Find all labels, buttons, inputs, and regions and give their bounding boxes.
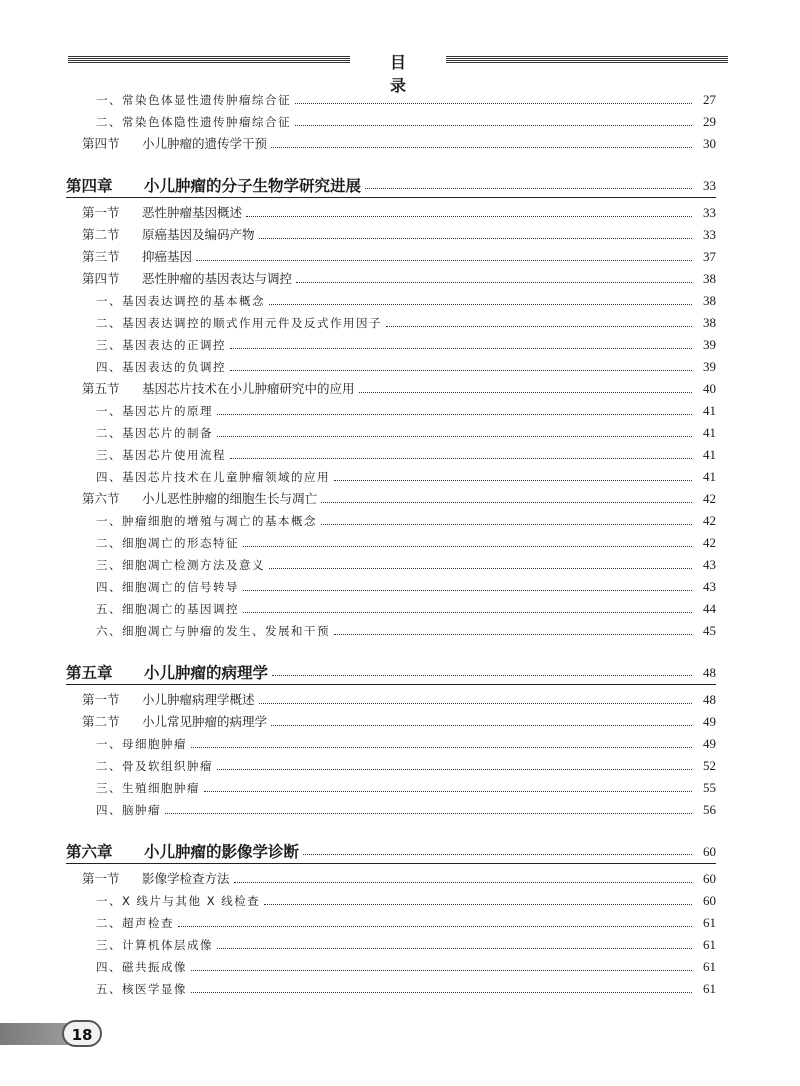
- toc-item[interactable]: [66, 287, 716, 309]
- dot-leader: [259, 703, 692, 704]
- toc-item[interactable]: [66, 507, 716, 529]
- dot-leader: [264, 904, 692, 905]
- toc-item[interactable]: [66, 353, 716, 375]
- toc-entry-title: [66, 844, 299, 860]
- toc-item[interactable]: [66, 931, 716, 953]
- toc-entry-label: 一、母细胞肿瘤: [96, 737, 187, 751]
- toc-page-number: 33: [703, 178, 716, 193]
- toc-page-number: 44: [703, 601, 716, 616]
- toc-entry-title: [82, 136, 267, 152]
- toc-entry-title: [96, 758, 213, 774]
- toc-item[interactable]: [66, 529, 716, 551]
- toc-page-number: 60: [703, 871, 716, 886]
- toc-item[interactable]: [66, 953, 716, 975]
- toc-section[interactable]: [66, 221, 716, 243]
- toc-entry-title: [96, 959, 187, 975]
- toc-entry-title: [96, 802, 161, 818]
- toc-entry-number: 第三节: [82, 249, 120, 264]
- toc-entry-number: 第四节: [82, 271, 120, 286]
- toc-entry-title: [96, 92, 291, 108]
- dot-leader: [196, 260, 692, 261]
- toc-entry-title: [82, 381, 355, 397]
- toc-entry-label: 抑癌基因: [142, 249, 193, 264]
- dot-leader: [259, 238, 692, 239]
- toc-page-number: 61: [703, 981, 716, 996]
- dot-leader: [191, 970, 692, 971]
- toc-page-number: 39: [703, 337, 716, 352]
- dot-leader: [321, 502, 692, 503]
- toc-entry-title: [96, 535, 239, 551]
- toc-page-number: 60: [703, 893, 716, 908]
- toc-item[interactable]: [66, 331, 716, 353]
- toc-entry-number: 第五节: [82, 381, 120, 396]
- toc-entry-title: [96, 359, 226, 375]
- toc-entry-label: 四、基因芯片技术在儿童肿瘤领域的应用: [96, 470, 330, 484]
- toc-entry-label: 二、超声检查: [96, 916, 174, 930]
- toc-page-number: 29: [703, 114, 716, 129]
- toc-item[interactable]: [66, 774, 716, 796]
- toc-item[interactable]: [66, 441, 716, 463]
- toc-item[interactable]: [66, 617, 716, 639]
- toc-item[interactable]: [66, 86, 716, 108]
- chapter-underline: [66, 197, 716, 198]
- toc-entry-label: 二、骨及软组织肿瘤: [96, 759, 213, 773]
- dot-leader: [230, 370, 692, 371]
- toc-page-number: 56: [703, 802, 716, 817]
- page-number: 18: [62, 1020, 102, 1047]
- toc-section[interactable]: [66, 130, 716, 152]
- toc-entry-label: 原癌基因及编码产物: [142, 227, 255, 242]
- toc-entry-title: [66, 665, 268, 681]
- dot-leader: [234, 882, 692, 883]
- toc-section[interactable]: [66, 485, 716, 507]
- toc-section[interactable]: [66, 375, 716, 397]
- dot-leader: [296, 282, 692, 283]
- toc-entry-label: 恶性肿瘤的基因表达与调控: [142, 271, 293, 286]
- toc-item[interactable]: [66, 573, 716, 595]
- toc-page-number: 45: [703, 623, 716, 638]
- toc-entry-number: 第一节: [82, 205, 120, 220]
- dot-leader: [272, 675, 692, 676]
- toc-page-number: 40: [703, 381, 716, 396]
- toc-entry-number: 第六章: [66, 842, 113, 861]
- toc-page-number: 42: [703, 535, 716, 550]
- toc-page-number: 41: [703, 447, 716, 462]
- toc-entry-label: 一、基因表达调控的基本概念: [96, 294, 265, 308]
- toc-entry-title: [82, 249, 192, 265]
- toc-entry-label: 二、基因表达调控的顺式作用元件及反式作用因子: [96, 316, 382, 330]
- toc-entry-title: [96, 601, 239, 617]
- toc-entry-title: [96, 937, 213, 953]
- toc-entry-title: [96, 736, 187, 752]
- toc-entry-title: [96, 403, 213, 419]
- toc-entry-title: [96, 337, 226, 353]
- header-rule-right: [446, 56, 728, 66]
- dot-leader: [359, 392, 692, 393]
- toc-item[interactable]: [66, 975, 716, 997]
- page-header: [68, 50, 728, 95]
- dot-leader: [365, 188, 692, 189]
- toc-section[interactable]: [66, 865, 716, 887]
- toc-entry-label: 小儿肿瘤的遗传学干预: [142, 136, 268, 151]
- dot-leader: [386, 326, 692, 327]
- toc-entry-title: [82, 271, 292, 287]
- toc-page-number: 38: [703, 271, 716, 286]
- toc-item[interactable]: [66, 595, 716, 617]
- chapter-underline: [66, 863, 716, 864]
- dot-leader: [334, 634, 692, 635]
- toc-entry-title: [96, 114, 291, 130]
- toc-page-number: 38: [703, 315, 716, 330]
- toc-item[interactable]: [66, 796, 716, 818]
- toc-page-number: 39: [703, 359, 716, 374]
- toc-page-number: 48: [703, 665, 716, 680]
- toc-entry-label: 二、常染色体隐性遗传肿瘤综合征: [96, 115, 291, 129]
- toc-entry-number: 第二节: [82, 227, 120, 242]
- toc-entry-title: [96, 293, 265, 309]
- toc-entry-number: 第六节: [82, 491, 120, 506]
- toc-entry-label: 三、基因表达的正调控: [96, 338, 226, 352]
- toc-item[interactable]: [66, 309, 716, 331]
- dot-leader: [334, 480, 692, 481]
- toc-page-number: 61: [703, 915, 716, 930]
- toc-page-number: 61: [703, 959, 716, 974]
- toc-entry-title: [82, 871, 230, 887]
- toc-entry-title: [96, 780, 200, 796]
- toc-entry-label: 小儿肿瘤的病理学: [144, 663, 269, 682]
- toc-page-number: 41: [703, 403, 716, 418]
- toc-item[interactable]: [66, 887, 716, 909]
- toc-page-number: 41: [703, 425, 716, 440]
- toc-page-number: 49: [703, 714, 716, 729]
- toc-entry-label: 小儿肿瘤的影像学诊断: [144, 842, 300, 861]
- toc-page-number: 41: [703, 469, 716, 484]
- toc-page-number: 43: [703, 579, 716, 594]
- toc-entry-label: 小儿肿瘤的分子生物学研究进展: [144, 176, 362, 195]
- dot-leader: [243, 546, 692, 547]
- toc-entry-label: 小儿常见肿瘤的病理学: [142, 714, 268, 729]
- dot-leader: [191, 747, 692, 748]
- page-title: 目 录: [389, 53, 424, 95]
- header-rule-left: [68, 56, 350, 66]
- toc-page-number: 33: [703, 227, 716, 242]
- toc-entry-label: 四、基因表达的负调控: [96, 360, 226, 374]
- toc-entry-label: 六、细胞凋亡与肿瘤的发生、发展和干预: [96, 624, 330, 638]
- toc-entry-number: 第一节: [82, 871, 120, 886]
- toc-page-number: 49: [703, 736, 716, 751]
- toc-item[interactable]: [66, 108, 716, 130]
- toc-page-number: 33: [703, 205, 716, 220]
- toc-entry-number: 第四节: [82, 136, 120, 151]
- toc-entry-label: 一、肿瘤细胞的增殖与凋亡的基本概念: [96, 514, 317, 528]
- dot-leader: [243, 612, 692, 613]
- toc-entry-number: 第四章: [66, 176, 113, 195]
- toc-entry-title: [96, 915, 174, 931]
- dot-leader: [178, 926, 692, 927]
- toc-entry-label: 一、X 线片与其他 X 线检查: [96, 894, 261, 908]
- toc-item[interactable]: [66, 909, 716, 931]
- dot-leader: [191, 992, 692, 993]
- dot-leader: [295, 103, 692, 104]
- dot-leader: [246, 216, 692, 217]
- toc-section[interactable]: [66, 708, 716, 730]
- toc-section[interactable]: [66, 199, 716, 221]
- dot-leader: [217, 436, 692, 437]
- toc-entry-title: [82, 714, 267, 730]
- toc-item[interactable]: [66, 419, 716, 441]
- toc-entry-title: [96, 425, 213, 441]
- toc-page-number: 38: [703, 293, 716, 308]
- toc-entry-title: [96, 315, 382, 331]
- dot-leader: [303, 854, 692, 855]
- toc-section[interactable]: [66, 243, 716, 265]
- toc-chapter[interactable]: [66, 168, 716, 194]
- toc-entry-title: [82, 227, 255, 243]
- toc-entry-label: 一、基因芯片的原理: [96, 404, 213, 418]
- dot-leader: [271, 725, 692, 726]
- toc-entry-label: 四、磁共振成像: [96, 960, 187, 974]
- toc-entry-title: [96, 579, 239, 595]
- dot-leader: [217, 414, 692, 415]
- toc-item[interactable]: [66, 551, 716, 573]
- toc-page-number: 42: [703, 491, 716, 506]
- toc-entry-label: 四、细胞凋亡的信号转导: [96, 580, 239, 594]
- toc-page-number: 27: [703, 92, 716, 107]
- toc-entry-number: 第一节: [82, 692, 120, 707]
- toc-item[interactable]: [66, 397, 716, 419]
- toc-entry-label: 三、基因芯片使用流程: [96, 448, 226, 462]
- toc-section[interactable]: [66, 265, 716, 287]
- toc-entry-title: [96, 557, 265, 573]
- toc-entry-title: [96, 623, 330, 639]
- toc-page-number: 55: [703, 780, 716, 795]
- toc-page-number: 30: [703, 136, 716, 151]
- dot-leader: [230, 458, 692, 459]
- toc-section[interactable]: [66, 686, 716, 708]
- toc-entry-label: 小儿恶性肿瘤的细胞生长与凋亡: [142, 491, 318, 506]
- toc-entry-label: 二、基因芯片的制备: [96, 426, 213, 440]
- toc-page-number: 61: [703, 937, 716, 952]
- table-of-contents: [66, 86, 716, 997]
- toc-item[interactable]: [66, 752, 716, 774]
- toc-entry-title: [82, 692, 255, 708]
- toc-page-number: 60: [703, 844, 716, 859]
- toc-page-number: 52: [703, 758, 716, 773]
- toc-entry-label: 影像学检查方法: [142, 871, 230, 886]
- toc-entry-label: 恶性肿瘤基因概述: [142, 205, 243, 220]
- toc-page-number: 48: [703, 692, 716, 707]
- toc-entry-number: 第二节: [82, 714, 120, 729]
- toc-item[interactable]: [66, 463, 716, 485]
- toc-page-number: 42: [703, 513, 716, 528]
- toc-page-number: 37: [703, 249, 716, 264]
- toc-chapter[interactable]: [66, 655, 716, 681]
- toc-entry-title: [96, 513, 317, 529]
- toc-chapter[interactable]: [66, 834, 716, 860]
- dot-leader: [243, 590, 692, 591]
- toc-entry-title: [82, 205, 242, 221]
- chapter-underline: [66, 684, 716, 685]
- toc-entry-label: 五、细胞凋亡的基因调控: [96, 602, 239, 616]
- toc-page-number: 43: [703, 557, 716, 572]
- dot-leader: [204, 791, 692, 792]
- dot-leader: [230, 348, 692, 349]
- toc-entry-title: [96, 447, 226, 463]
- dot-leader: [295, 125, 692, 126]
- toc-entry-label: 二、细胞凋亡的形态特征: [96, 536, 239, 550]
- dot-leader: [269, 304, 692, 305]
- toc-entry-title: [96, 469, 330, 485]
- toc-entry-title: [66, 178, 361, 194]
- toc-entry-label: 小儿肿瘤病理学概述: [142, 692, 255, 707]
- toc-entry-title: [82, 491, 317, 507]
- toc-entry-label: 三、生殖细胞肿瘤: [96, 781, 200, 795]
- toc-item[interactable]: [66, 730, 716, 752]
- toc-entry-label: 一、常染色体显性遗传肿瘤综合征: [96, 93, 291, 107]
- toc-entry-label: 三、细胞凋亡检测方法及意义: [96, 558, 265, 572]
- toc-entry-label: 四、脑肿瘤: [96, 803, 161, 817]
- toc-entry-label: 基因芯片技术在小儿肿瘤研究中的应用: [142, 381, 355, 396]
- dot-leader: [321, 524, 692, 525]
- dot-leader: [217, 769, 692, 770]
- toc-entry-label: 五、核医学显像: [96, 982, 187, 996]
- dot-leader: [271, 147, 692, 148]
- toc-entry-title: [96, 981, 187, 997]
- dot-leader: [217, 948, 692, 949]
- toc-entry-label: 三、计算机体层成像: [96, 938, 213, 952]
- toc-entry-title: [96, 893, 260, 909]
- toc-entry-number: 第五章: [66, 663, 113, 682]
- dot-leader: [165, 813, 692, 814]
- dot-leader: [269, 568, 692, 569]
